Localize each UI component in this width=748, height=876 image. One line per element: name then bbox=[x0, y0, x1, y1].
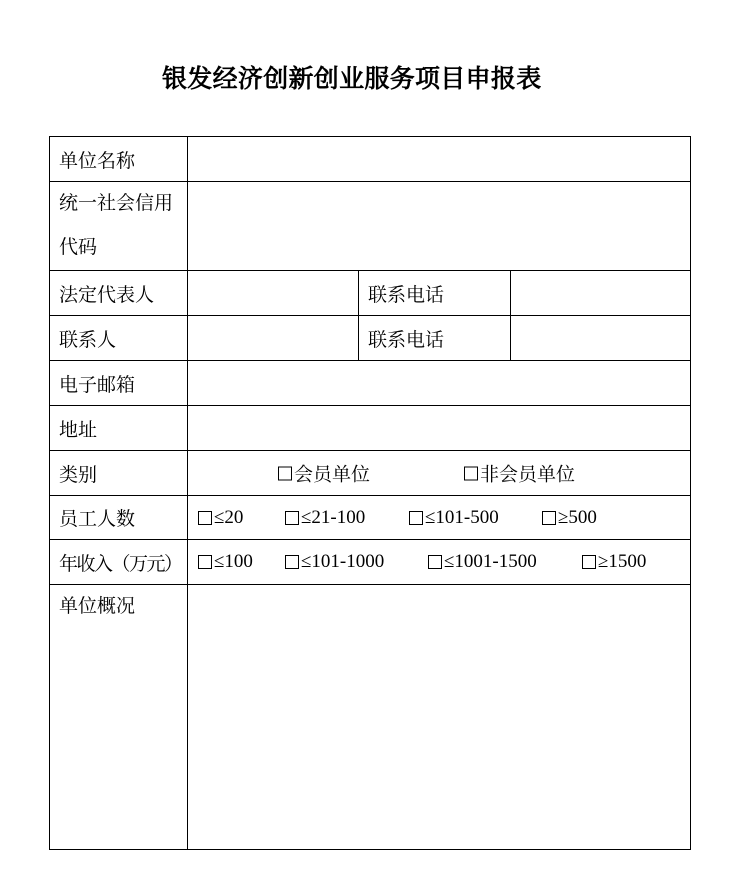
contact-field[interactable] bbox=[187, 315, 359, 361]
employees-option-3[interactable] bbox=[409, 507, 499, 529]
revenue-option-1[interactable] bbox=[198, 551, 253, 573]
employees-option-4[interactable] bbox=[542, 507, 597, 529]
checkbox[interactable] bbox=[582, 555, 596, 569]
category-option-member[interactable] bbox=[278, 460, 370, 487]
legal-rep-label: 法定代表人 bbox=[49, 270, 188, 316]
option-label: ≤101-500 bbox=[425, 506, 499, 528]
overview-label: 单位概况 bbox=[49, 584, 188, 850]
unit-name-field[interactable] bbox=[187, 136, 691, 182]
credit-code-field[interactable] bbox=[187, 181, 691, 271]
option-label: ≥1500 bbox=[598, 551, 647, 572]
employees-option-2[interactable] bbox=[285, 507, 365, 529]
email-label: 电子邮箱 bbox=[49, 360, 188, 406]
legal-rep-field[interactable] bbox=[187, 270, 359, 316]
revenue-options bbox=[187, 539, 691, 585]
form-title: 银发经济创新创业服务项目申报表 bbox=[162, 66, 542, 93]
credit-code-label: 统一社会信用代码 bbox=[49, 181, 188, 271]
revenue-option-2[interactable] bbox=[285, 551, 384, 573]
checkbox[interactable] bbox=[198, 555, 212, 569]
employees-option-1[interactable] bbox=[198, 507, 243, 529]
employees-label: 员工人数 bbox=[49, 495, 188, 540]
checkbox[interactable] bbox=[428, 555, 442, 569]
address-label: 地址 bbox=[49, 405, 188, 451]
email-field[interactable] bbox=[187, 360, 691, 406]
checkbox[interactable] bbox=[409, 511, 423, 525]
option-label: 会员单位 bbox=[294, 464, 371, 486]
contact-label: 联系人 bbox=[49, 315, 188, 361]
option-label: ≤100 bbox=[214, 551, 253, 572]
contact-phone-label: 联系电话 bbox=[358, 315, 511, 361]
revenue-label: 年收入（万元） bbox=[49, 539, 188, 585]
option-label: ≥500 bbox=[558, 506, 597, 528]
revenue-option-3[interactable] bbox=[428, 551, 537, 573]
checkbox[interactable] bbox=[542, 511, 556, 525]
application-form bbox=[49, 136, 691, 850]
checkbox[interactable] bbox=[464, 466, 478, 480]
checkbox[interactable] bbox=[285, 555, 299, 569]
option-label: ≤20 bbox=[214, 506, 244, 528]
unit-name-label: 单位名称 bbox=[49, 136, 188, 182]
option-label: ≤1001-1500 bbox=[444, 551, 537, 572]
option-label: ≤21-100 bbox=[301, 506, 366, 528]
option-label: 非会员单位 bbox=[480, 464, 576, 486]
checkbox[interactable] bbox=[198, 511, 212, 525]
employees-options bbox=[187, 495, 691, 540]
overview-field[interactable] bbox=[187, 584, 691, 850]
contact-phone-field[interactable] bbox=[510, 315, 691, 361]
option-label: ≤101-1000 bbox=[301, 551, 385, 572]
checkbox[interactable] bbox=[278, 466, 292, 480]
legal-rep-phone-field[interactable] bbox=[510, 270, 691, 316]
address-field[interactable] bbox=[187, 405, 691, 451]
category-label: 类别 bbox=[49, 450, 188, 496]
legal-rep-phone-label: 联系电话 bbox=[358, 270, 511, 316]
category-options bbox=[187, 450, 691, 496]
category-option-non-member[interactable] bbox=[464, 460, 575, 487]
checkbox[interactable] bbox=[285, 511, 299, 525]
revenue-option-4[interactable] bbox=[582, 551, 646, 573]
